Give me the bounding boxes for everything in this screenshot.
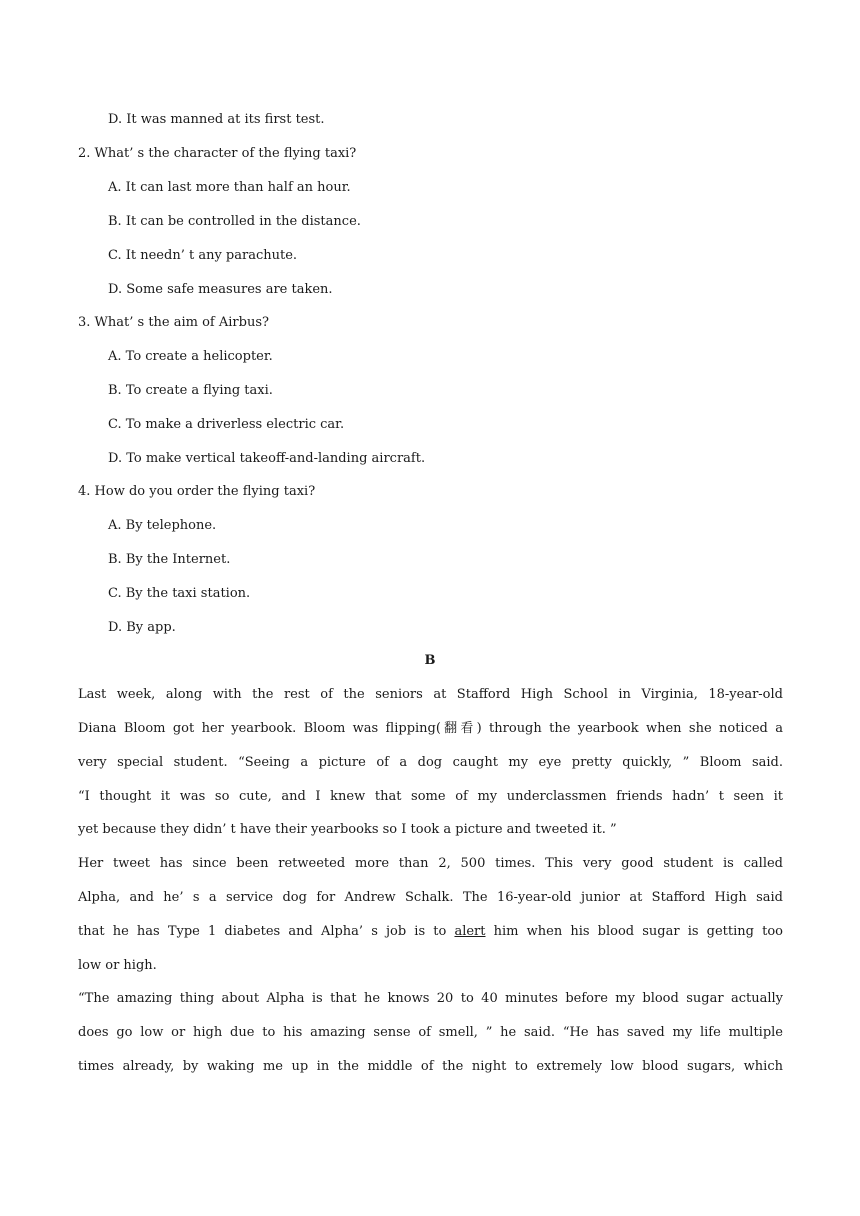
q4-stem: 4. How do you order the flying taxi?: [78, 484, 316, 499]
p2-line-4: low or high.: [78, 958, 157, 973]
q4-option-d: D. By app.: [108, 620, 176, 635]
p1-line-1: Last week, along with the rest of the seniors at Stafford High School in Virginia, 18-year-old: [78, 687, 783, 702]
vocab-alert: alert: [454, 924, 486, 939]
q1-option-d: D. It was manned at its first test.: [108, 112, 325, 127]
p2-line-3: [78, 924, 783, 940]
q4-option-c: C. By the taxi station.: [108, 586, 251, 601]
p1-line-2: Diana Bloom got her yearbook. Bloom was flipping(翻看) through the yearbook when she noticed a: [78, 721, 783, 736]
p3-line-3: times already, by waking me up in the middle of the night to extremely low blood sugars, which: [78, 1059, 783, 1074]
section-heading: B: [424, 653, 436, 668]
q3-option-b: B. To create a flying taxi.: [108, 383, 273, 398]
p1-line-5: yet because they didn’ t have their yearbooks so I took a picture and tweeted it. ”: [78, 822, 617, 837]
q3-stem: 3. What’ s the aim of Airbus?: [78, 315, 269, 330]
p3-line-2: does go low or high due to his amazing sense of smell, ” he said. “He has saved my life multiple: [78, 1025, 783, 1040]
q2-stem: 2. What’ s the character of the flying taxi?: [78, 146, 357, 161]
p2-line-1: Her tweet has since been retweeted more than 2, 500 times. This very good student is called: [78, 856, 783, 871]
p1-line-4: “I thought it was so cute, and I knew that some of my underclassmen friends hadn’ t seen it: [78, 789, 783, 804]
q2-option-d: D. Some safe measures are taken.: [108, 282, 333, 297]
q2-option-a: A. It can last more than half an hour.: [108, 180, 351, 195]
q4-option-a: A. By telephone.: [108, 518, 217, 533]
q2-option-c: C. It needn’ t any parachute.: [108, 248, 298, 263]
q3-option-c: C. To make a driverless electric car.: [108, 417, 345, 432]
q3-option-d: D. To make vertical takeoff-and-landing aircraft.: [108, 451, 426, 466]
p1-line-3: very special student. “Seeing a picture of a dog caught my eye pretty quickly, ” Bloom said.: [78, 755, 783, 770]
q3-option-a: A. To create a helicopter.: [108, 349, 273, 364]
p2-line-2: Alpha, and he’ s a service dog for Andrew Schalk. The 16-year-old junior at Stafford High said: [78, 890, 783, 905]
p2-line-3-before: that he has Type 1 diabetes and Alpha’ s job is to: [78, 924, 455, 939]
q4-option-b: B. By the Internet.: [108, 552, 231, 567]
p3-line-1: “The amazing thing about Alpha is that he knows 20 to 40 minutes before my blood sugar actually: [78, 991, 783, 1006]
p2-line-3-after: him when his blood sugar is getting too: [485, 924, 783, 939]
q2-option-b: B. It can be controlled in the distance.: [108, 214, 361, 229]
